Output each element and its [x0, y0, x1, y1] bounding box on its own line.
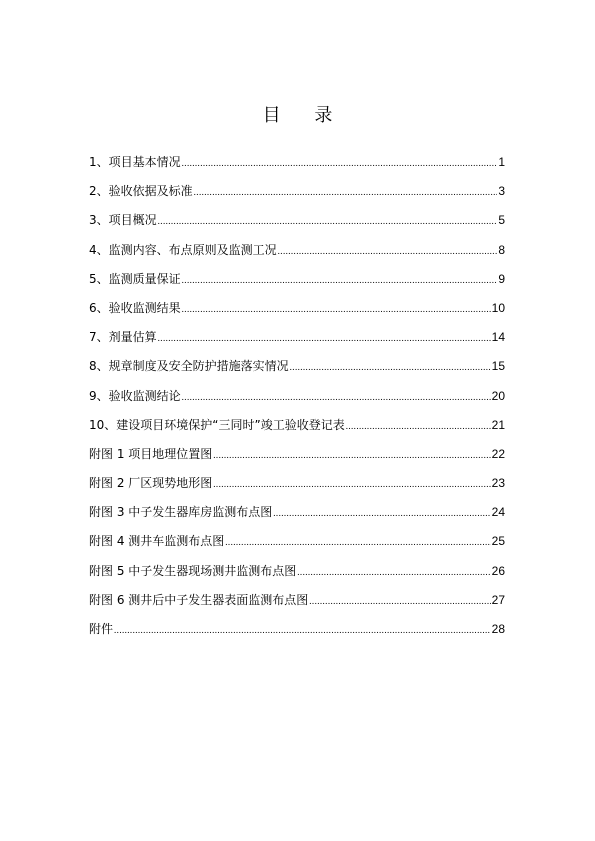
toc-entry-page: 24	[491, 505, 505, 520]
toc-entry-page: 14	[491, 330, 505, 345]
toc-entry-page: 10	[491, 300, 505, 315]
toc-entry-label: 附图 6 测井后中子发生器表面监测布点图	[89, 592, 309, 607]
toc-entry-label: 9、验收监测结论	[89, 388, 181, 403]
toc-entry-label: 10、建设项目环境保护“三同时”竣工验收登记表	[89, 417, 345, 432]
page-title: 目 录	[262, 105, 347, 126]
toc-leader-dots	[158, 328, 491, 348]
toc-entry-page: 25	[491, 534, 505, 549]
toc-entry[interactable]	[89, 502, 505, 531]
toc-leader-dots	[273, 503, 490, 523]
toc-entry[interactable]	[89, 269, 505, 298]
toc-leader-dots	[194, 182, 498, 202]
toc-leader-dots	[297, 562, 490, 582]
toc-entry-label: 1、项目基本情况	[89, 155, 181, 169]
toc-entry[interactable]	[89, 561, 505, 590]
toc-entry[interactable]	[89, 531, 505, 560]
toc-entry-page: 27	[491, 592, 505, 607]
toc-leader-dots	[158, 211, 498, 231]
toc-leader-dots	[213, 445, 490, 465]
toc-entry-page: 3	[498, 184, 505, 199]
toc-entry-label: 3、项目概况	[89, 213, 157, 228]
toc-entry[interactable]	[89, 444, 505, 473]
toc-entry-label: 4、监测内容、布点原则及监测工况	[89, 242, 277, 257]
toc-entry-page: 8	[498, 242, 505, 257]
toc-entry-page: 28	[491, 622, 505, 636]
toc-entry-page: 9	[498, 271, 505, 286]
toc-leader-dots	[225, 532, 490, 552]
toc-entry-label: 6、验收监测结果	[89, 300, 181, 315]
toc-entry-label: 5、监测质量保证	[89, 271, 181, 286]
toc-entry-page: 1	[498, 155, 505, 169]
toc-entry[interactable]	[89, 181, 505, 210]
toc-entry-label: 附图 2 厂区现势地形图	[89, 476, 213, 491]
toc-leader-dots	[346, 416, 491, 436]
toc-entry-label: 附件	[89, 622, 114, 636]
toc-entry[interactable]	[89, 210, 505, 239]
toc-leader-dots	[278, 241, 498, 261]
toc-entry-page: 20	[491, 388, 505, 403]
toc-entry[interactable]	[89, 327, 505, 356]
toc-leader-dots	[213, 474, 490, 494]
toc-leader-dots	[182, 299, 491, 319]
toc-entry[interactable]	[89, 298, 505, 327]
toc-entry-page: 26	[491, 563, 505, 578]
toc-entry[interactable]	[89, 240, 505, 269]
toc-entry-label: 附图 4 测井车监测布点图	[89, 534, 225, 549]
toc-leader-dots	[182, 270, 498, 290]
toc-entry[interactable]	[89, 356, 505, 385]
toc-entry[interactable]	[89, 415, 505, 444]
toc-entry-label: 7、剂量估算	[89, 330, 157, 345]
toc-leader-dots	[114, 620, 491, 640]
toc-entry-page: 5	[498, 213, 505, 228]
toc-entry-label: 附图 1 项目地理位置图	[89, 446, 213, 461]
toc-entry[interactable]	[89, 473, 505, 502]
toc-leader-dots	[182, 387, 491, 407]
toc-leader-dots	[182, 153, 498, 173]
toc-entry-page: 22	[491, 446, 505, 461]
toc-entry-label: 2、验收依据及标准	[89, 184, 193, 199]
toc-leader-dots	[290, 357, 491, 377]
toc-entry-label: 8、规章制度及安全防护措施落实情况	[89, 359, 289, 374]
toc-leader-dots	[309, 591, 490, 611]
table-of-contents	[89, 152, 505, 648]
toc-entry[interactable]	[89, 590, 505, 619]
toc-entry-page: 15	[491, 359, 505, 374]
toc-entry[interactable]	[89, 619, 505, 648]
toc-entry-page: 21	[491, 417, 505, 432]
toc-entry-label: 附图 5 中子发生器现场测井监测布点图	[89, 563, 297, 578]
toc-entry-page: 23	[491, 476, 505, 491]
toc-entry[interactable]	[89, 386, 505, 415]
toc-entry-label: 附图 3 中子发生器库房监测布点图	[89, 505, 273, 520]
toc-entry[interactable]	[89, 152, 505, 181]
